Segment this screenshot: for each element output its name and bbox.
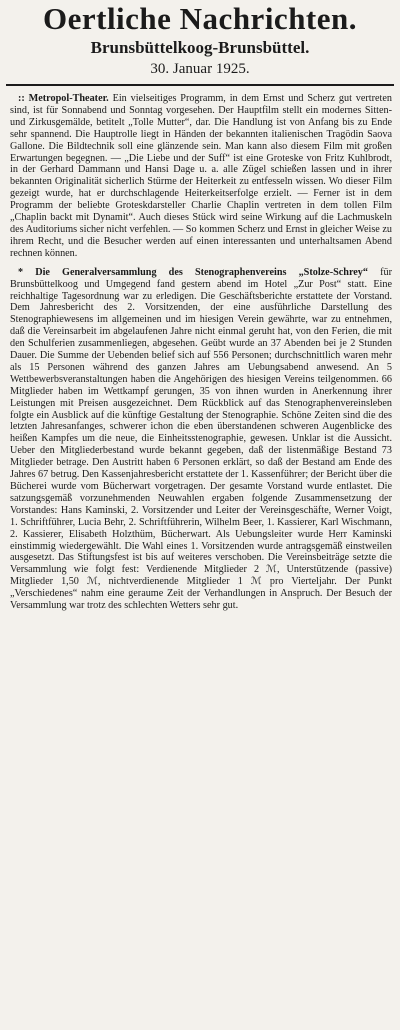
masthead: [0, 0, 400, 78]
section-title: Oertliche Nachrichten.: [42, 1, 358, 36]
article-body: Ein vielseitiges Programm, in dem Ernst und Scherz gut vertreten sind, ist für Sonnabend und Sonntag vorgesehen. Der Hauptfilm stellt ein modernes Sitten- und Zirkusgemälde, betitelt „Tolle Mutter“, dar. Die Handlung ist von Anfang bis zu Ende sehr spannend. Die Hauptrolle liegt in Händen der bekannten italienischen Tragödin Saova Gallone. Die Bildtechnik soll eine glänzende sein. Man kann also diesem Film mit großen Erwartungen begegnen. — „Die Liebe und der Suff“ ist eine Groteske von Fritz Kuhlbrodt, in der Gerhard Dammann und Hansi Dage u. a. alle Zügel schießen lassen und in ihrer bekannten Originalität sicherlich Stürme der Heiterkeit zu entfesseln wissen. Wo dieser Film gezeigt wurde, hat er durchschlagende Heiterkeitserfolge erzielt. — Ferner ist in dem Programm der beliebte Groteskdarsteller Charlie Chaplin vertreten in dem tollen Film „Chaplin backt mit Dynamit“. Auch dieses Stück wird seine Wirkung auf die Lachmuskeln des Auditoriums sicher nicht verfehlen. — So kommen Scherz und Ernst in gleicher Weise zu ihrem Recht, und die Besucher werden auf einen interessanten und unterhaltsamen Abend rechnen können.: [10, 93, 392, 259]
article-paragraph: [10, 267, 392, 612]
article-lead: Metropol-Theater.: [28, 93, 109, 104]
header-rule: [6, 84, 394, 86]
article-marker: *: [18, 266, 24, 278]
article-paragraph: [10, 93, 392, 260]
locality-heading: Brunsbüttelkoog-Brunsbüttel.: [90, 38, 310, 57]
article-marker: ::: [18, 93, 25, 104]
article-lead: Die Generalversammlung des Stenographenvereins „Stolze-Schrey“: [35, 266, 368, 278]
article-stenographenverein: [10, 267, 392, 612]
article-metropol-theater: [10, 93, 392, 260]
article-body: für Brunsbüttelkoog und Umgegend fand gestern abend im Hotel „Zur Post“ statt. Eine reichhaltige Tagesordnung war zu erledigen. Die Geschäftsberichte erstattete der Vorstand. Dem Jahresbericht des 2. Vorsitzenden, der eine ausführliche Darstellung des Stenographiewesens im allgemeinen und im hiesigen Verein gewährte, war zu entnehmen, daß die Vereinsarbeit im abgelaufenen Jahre nicht einmal geruht hat, von den Ferien, die mit den Schulferien zusammenliegen, abgesehen. Geübt wurde an 37 Abenden bei je 2 Stunden Dauer. Die Summe der Uebenden belief sich auf 556 Personen; durchschnittlich waren mehr als 15 Personen während des ganzen Jahres am Uebungsabend anwesend. An 5 Wettbewerbsveranstaltungen haben die Angehörigen des hiesigen Vereins teilgenommen. 66 Mitglieder haben im Wettkampf gerungen, 35 von ihnen wurden in Anerkennung ihrer Leistungen mit Preisen ausgezeichnet. Dem Rückblick auf das Stenographenvereinsleben folgte ein Ausblick auf die künftige Gestaltung der Stenographie. Schöne Zeiten sind die des letzten Jahresanfanges, schwerer ichon die eben überstandenen schweren Augenblicke des heißen Kampfes um die neue, die Einheitsstenographie, gewesen. Unklar ist die Aussicht. Ueber den Mitgliederbestand wurde bekannt gegeben, daß der listenmäßige Bestand 73 Mitglieder betrage. Den Austritt haben 6 Personen erklärt, so daß der Bestand am Ende des Jahres 67 betrug. Den Kassenjahresbericht erstattete der 1. Kassenführer; der Bericht über die Bücherei wurde vom Bücherwart vorgetragen. Der gesamte Vorstand wurde entlastet. Die satzungsgemäß vorzunehmenden Neuwahlen ergaben folgende Zusammensetzung der Vorstandes: Hans Kaminski, 2. Vorsitzender und Leiter der Vereinsgeschäfte, Werner Voigt, 1. Schriftführer, Lucia Behr, 2. Schriftführerin, Wilhelm Beer, 1. Kassierer, Karl Wischmann, 2. Kassierer, Elisabeth Holzthüm, Bücherwart. Als Uebungsleiter wurde Herr Kaminski einstimmig wiedergewählt. Die Wahl eines 1. Vorsitzenden wurde antragsgemäß einstweilen ausgesetzt. Das Stiftungsfest ist bis auf weiteres verschoben. Die Vereinsbeiträge setzte die Versammlung wie folgt fest: Verdienende Mitglieder 2 ℳ, Unterstützende (passive) Mitglieder 1,50 ℳ, nichtverdienende Mitglieder 1 ℳ pro Vierteljahr. Der Punkt „Verschiedenes“ nahm eine geraume Zeit der Verhandlungen in Anspruch. Der Besuch der Versammlung war trotz des schlechten Wetters sehr gut.: [10, 266, 393, 612]
issue-date: 30. Januar 1925.: [150, 61, 250, 77]
